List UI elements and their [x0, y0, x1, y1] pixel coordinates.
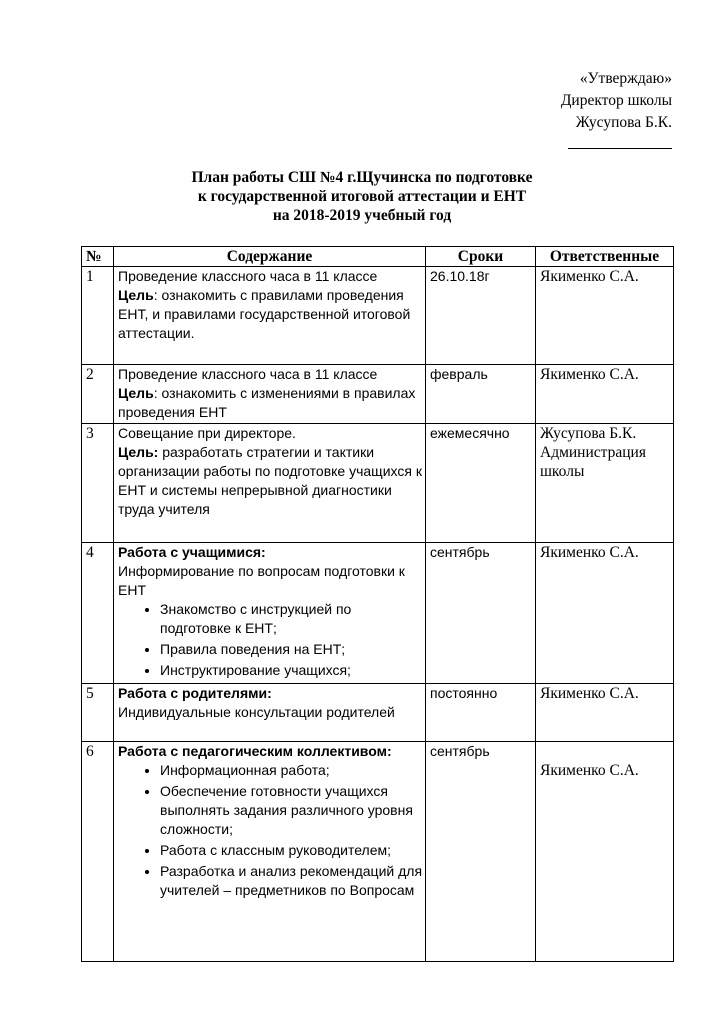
signature-line	[568, 148, 672, 149]
approval-line-3: Жусупова Б.К.	[575, 114, 672, 131]
row-goal-text: : ознакомить с изменениями в правилах проведения ЕНТ	[118, 385, 416, 420]
list-item: • Правила поведения на ЕНТ;	[160, 640, 423, 659]
row-content	[114, 424, 426, 543]
table-row	[82, 742, 674, 962]
row-goal-text: разработать стратегии и тактики организации работы по подготовке учащихся к ЕНТ и системы непрерывной диагностики труда учителя	[118, 444, 422, 517]
list-item: • Информационная работа;	[160, 761, 423, 780]
row-when: ежемесячно	[426, 424, 536, 543]
row-responsible: Жусупова Б.К. Администрация школы	[536, 424, 674, 543]
row-heading: Проведение классного часа в 11 классе	[118, 366, 378, 382]
header-num: №	[82, 247, 114, 267]
row-bold-heading: Работа с учащимися:	[118, 544, 266, 560]
row-content	[114, 684, 426, 742]
row-bold-heading: Работа с родителями:	[118, 685, 272, 701]
header-content: Содержание	[114, 247, 426, 267]
approval-block	[561, 68, 672, 134]
row-responsible: Якименко С.А.	[536, 543, 674, 684]
header-responsible: Ответственные	[536, 247, 674, 267]
row-content	[114, 543, 426, 684]
document-title	[0, 168, 724, 225]
row-num: 4	[82, 543, 114, 684]
row-text: Информирование по вопросам подготовки к ЕНТ	[118, 563, 405, 598]
list-item: • Работа с классным руководителем;	[160, 841, 423, 860]
row-when: сентябрь	[426, 742, 536, 962]
title-line-3: на 2018-2019 учебный год	[272, 207, 452, 224]
row-responsible: Якименко С.А.	[536, 684, 674, 742]
title-line-2: к государственной итоговой аттестации и ЕНТ	[197, 188, 527, 205]
row-goal-label: Цель	[118, 385, 154, 401]
row-responsible: Якименко С.А.	[536, 267, 674, 365]
row-heading: Проведение классного часа в 11 классе	[118, 268, 378, 284]
row-when: февраль	[426, 365, 536, 424]
row-bold-heading: Работа с педагогическим коллективом:	[118, 743, 392, 759]
row-content	[114, 742, 426, 962]
row-bullets	[118, 761, 423, 900]
approval-line-2: Директор школы	[560, 92, 672, 109]
list-item: • Инструктирование учащихся;	[160, 661, 423, 680]
row-text: Индивидуальные консультации родителей	[118, 704, 395, 720]
table-row	[82, 365, 674, 424]
row-num: 2	[82, 365, 114, 424]
title-line-1: План работы СШ №4 г.Щучинска по подготовке	[191, 169, 533, 186]
row-when: постоянно	[426, 684, 536, 742]
row-responsible: Якименко С.А.	[536, 742, 674, 962]
row-goal-label: Цель	[118, 287, 154, 303]
row-when: сентябрь	[426, 543, 536, 684]
row-num: 3	[82, 424, 114, 543]
table-row	[82, 684, 674, 742]
list-item: • Обеспечение готовности учащихся выполнять задания различного уровня сложности;	[160, 782, 423, 839]
row-content	[114, 365, 426, 424]
list-item: • Разработка и анализ рекомендаций для учителей – предметников по Вопросам	[160, 862, 423, 900]
row-num: 1	[82, 267, 114, 365]
table-row	[82, 267, 674, 365]
row-content	[114, 267, 426, 365]
row-when: 26.10.18г	[426, 267, 536, 365]
row-heading: Совещание при директоре.	[118, 425, 296, 441]
header-when: Сроки	[426, 247, 536, 267]
table-header-row	[82, 247, 674, 267]
table-row	[82, 424, 674, 543]
row-num: 5	[82, 684, 114, 742]
table-row	[82, 543, 674, 684]
row-goal-text: : ознакомить с правилами проведения ЕНТ, и правилами государственной итоговой аттестации.	[118, 287, 411, 341]
approval-line-1: «Утверждаю»	[579, 70, 672, 87]
row-bullets	[118, 600, 423, 680]
row-num: 6	[82, 742, 114, 962]
row-responsible: Якименко С.А.	[536, 365, 674, 424]
plan-table	[81, 246, 674, 962]
list-item: • Знакомство с инструкцией по подготовке к ЕНТ;	[160, 600, 423, 638]
row-goal-label: Цель:	[118, 444, 159, 460]
